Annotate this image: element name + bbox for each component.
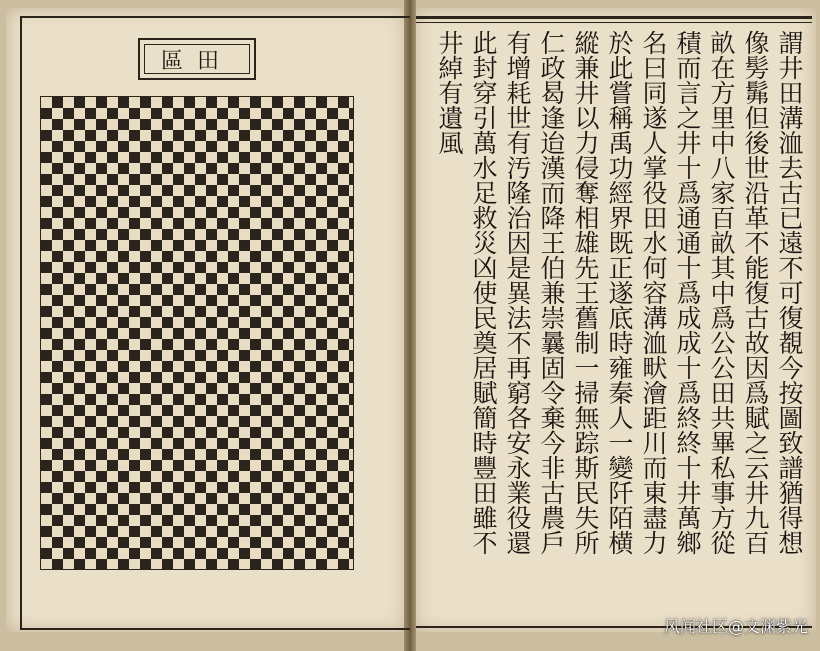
text-column-9: 有增耗世有汚隆治因是異法不再窮各安永業役還 <box>503 30 532 555</box>
text-column-7: 縱兼井以力侵奪相雄先王舊制一掃無踪斯民失所 <box>571 30 600 555</box>
field-checker-diagram <box>40 96 354 570</box>
left-frame-bottom <box>20 628 410 630</box>
text-column-10: 此封穿引萬水足救災凶使民奠居賦簡時豐田雖不 <box>469 30 498 555</box>
left-frame-top <box>20 16 410 18</box>
text-column-8: 仁政曷逢迨漢而降王伯兼崇曩固令棄今非古農戶 <box>537 30 566 555</box>
diagram-title: 區田 <box>144 44 250 74</box>
diagram-title-box <box>138 38 256 80</box>
text-column-5: 名曰同遂人掌役田水何容溝洫畎澮距川而東盡力 <box>639 30 668 555</box>
right-frame-top-inner <box>416 22 812 23</box>
text-column-6: 於此嘗稱禹功經界既正遂底時雍秦人一變阡陌横 <box>605 30 634 555</box>
classical-text-block <box>424 30 806 622</box>
book-gutter <box>404 0 416 651</box>
right-frame-top <box>416 16 812 19</box>
left-frame-left <box>20 16 22 630</box>
text-column-1: 謂井田溝洫去古已遠不可復覩今按圖致譜猶得想 <box>775 30 804 555</box>
text-column-11: 井綽有遺風 <box>435 30 464 155</box>
watermark: 风闻社区@文渊紫光 <box>663 617 808 636</box>
text-column-2: 像髣髴但後世沿革不能復古故因爲賦之云井九百 <box>741 30 770 555</box>
text-column-4: 積而言之井十爲通通十爲成成十爲終終十井萬鄉 <box>673 30 702 555</box>
text-column-3: 畝在方里中八家百畝其中爲公公田共畢私事方從 <box>707 30 736 555</box>
